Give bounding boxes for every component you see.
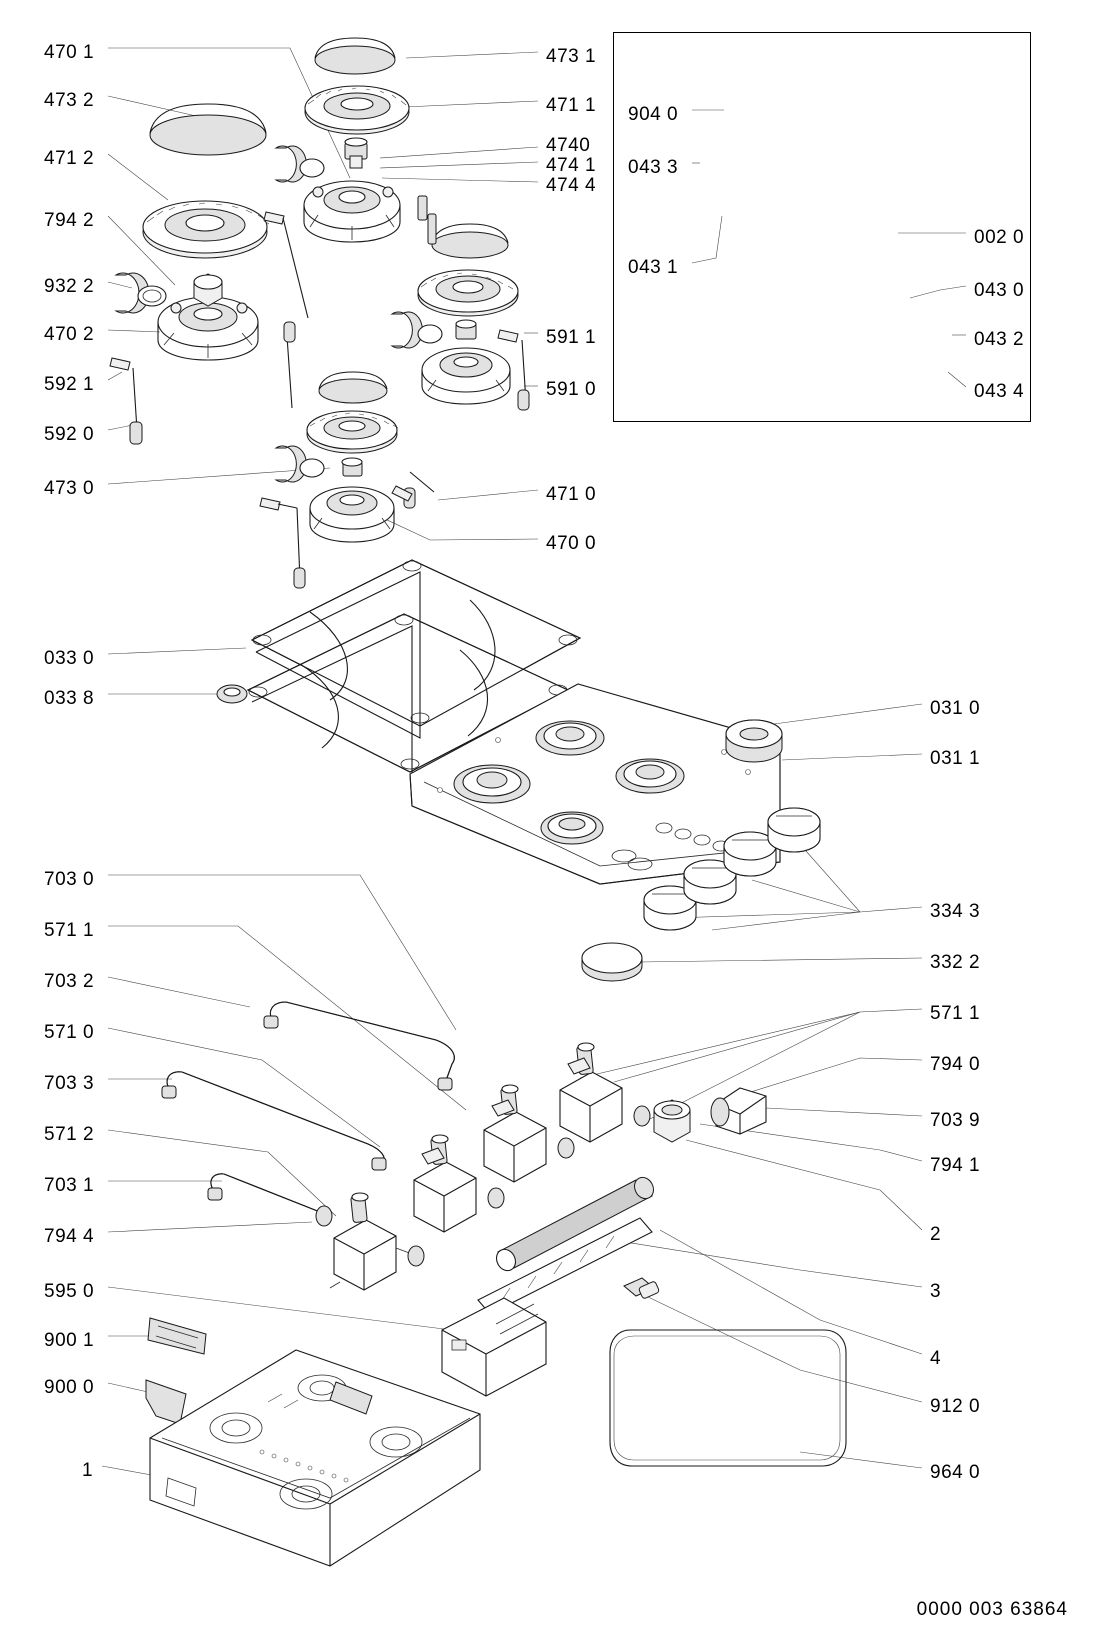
part-label-043-3: 043 3 xyxy=(628,157,679,178)
part-label-912-0: 912 0 xyxy=(930,1396,981,1417)
injectors-extra xyxy=(418,196,436,244)
part-label-474-4: 474 4 xyxy=(546,175,597,196)
inset-panel-frame xyxy=(613,32,1031,422)
part-label-571-1-right: 571 1 xyxy=(930,1003,981,1024)
electrode-5920 xyxy=(110,358,142,444)
part-label-794-4: 794 4 xyxy=(44,1226,95,1247)
drawing-number: 0000 003 63864 xyxy=(916,1599,1068,1620)
support-rail xyxy=(478,1218,652,1314)
control-module-5950 xyxy=(442,1298,546,1396)
cover-3322 xyxy=(582,943,642,981)
part-label-794-0: 794 0 xyxy=(930,1054,981,1075)
part-label-473-2: 473 2 xyxy=(44,90,95,111)
part-label-900-0: 900 0 xyxy=(44,1377,95,1398)
burner-base-mid xyxy=(422,320,510,404)
cooktop-panel xyxy=(410,684,780,884)
burner-head-4712 xyxy=(143,201,269,258)
part-label-043-4: 043 4 xyxy=(974,381,1025,402)
part-label-002-0: 002 0 xyxy=(974,227,1025,248)
cap-0310 xyxy=(726,720,782,762)
part-label-031-0: 031 0 xyxy=(930,698,981,719)
burner-head-4711 xyxy=(305,86,409,134)
pan-support-grid xyxy=(248,560,580,784)
burner-base-4702 xyxy=(158,297,258,360)
part-label-473-0: 473 0 xyxy=(44,478,95,499)
part-label-571-0: 571 0 xyxy=(44,1022,95,1043)
burner-cap-mid xyxy=(432,224,508,258)
part-label-571-1-left: 571 1 xyxy=(44,920,95,941)
part-label-332-2: 332 2 xyxy=(930,952,981,973)
knobs-3343 xyxy=(644,808,820,930)
part-label-2: 2 xyxy=(930,1224,942,1245)
part-label-3: 3 xyxy=(930,1281,942,1302)
part-label-703-9: 703 9 xyxy=(930,1110,981,1131)
part-label-591-0: 591 0 xyxy=(546,379,597,400)
nut-7941 xyxy=(654,1100,690,1142)
part-label-900-1: 900 1 xyxy=(44,1330,95,1351)
burner-base-4701 xyxy=(304,181,400,242)
grommet-0338 xyxy=(217,685,247,703)
part-label-471-2: 471 2 xyxy=(44,148,95,169)
base-pan xyxy=(150,1350,480,1566)
part-label-470-1: 470 1 xyxy=(44,42,95,63)
electrode-5921 xyxy=(264,212,308,408)
part-label-033-0: 033 0 xyxy=(44,648,95,669)
small-clips xyxy=(276,146,442,482)
part-label-571-2: 571 2 xyxy=(44,1124,95,1145)
part-label-703-2: 703 2 xyxy=(44,971,95,992)
part-label-4: 4 xyxy=(930,1348,942,1369)
part-label-592-0: 592 0 xyxy=(44,424,95,445)
part-label-043-1: 043 1 xyxy=(628,257,679,278)
part-label-703-3: 703 3 xyxy=(44,1073,95,1094)
part-label-932-2: 932 2 xyxy=(44,276,95,297)
manifold-pipe xyxy=(493,1174,657,1274)
burner-head-mid xyxy=(418,270,518,316)
part-label-470-0: 470 0 xyxy=(546,533,597,554)
gasket-9322 xyxy=(116,273,166,313)
elbow-7039 xyxy=(711,1088,766,1134)
part-label-703-0: 703 0 xyxy=(44,869,95,890)
part-label-471-1: 471 1 xyxy=(546,95,597,116)
part-label-031-1: 031 1 xyxy=(930,748,981,769)
part-label-964-0: 964 0 xyxy=(930,1462,981,1483)
burner-cap-4732 xyxy=(150,104,266,155)
part-label-703-1: 703 1 xyxy=(44,1175,95,1196)
part-label-473-1: 473 1 xyxy=(546,46,597,67)
electrode-5911 xyxy=(498,330,529,410)
part-label-334-3: 334 3 xyxy=(930,901,981,922)
part-label-1: 1 xyxy=(82,1460,94,1481)
burner-cap-4731 xyxy=(315,38,395,74)
part-label-043-0: 043 0 xyxy=(974,280,1025,301)
nut-7942 xyxy=(194,274,222,306)
part-label-794-1: 794 1 xyxy=(930,1155,981,1176)
gas-pipes xyxy=(162,1002,454,1226)
part-label-595-0: 595 0 xyxy=(44,1281,95,1302)
burner-cap-4730 xyxy=(319,372,387,403)
part-label-592-1: 592 1 xyxy=(44,374,95,395)
injector-474 xyxy=(345,138,367,168)
brackets-900 xyxy=(146,1318,206,1424)
electrode-center xyxy=(260,472,434,588)
burner-head-4710 xyxy=(307,411,398,453)
part-label-470-2: 470 2 xyxy=(44,324,95,345)
part-label-033-8: 033 8 xyxy=(44,688,95,709)
gasket-9640 xyxy=(610,1330,846,1466)
part-label-591-1: 591 1 xyxy=(546,327,597,348)
part-label-471-0: 471 0 xyxy=(546,484,597,505)
part-label-794-2: 794 2 xyxy=(44,210,95,231)
part-label-4740: 4740 xyxy=(546,135,591,156)
part-label-904-0: 904 0 xyxy=(628,104,679,125)
burner-base-4700 xyxy=(310,458,394,542)
part-label-043-2: 043 2 xyxy=(974,329,1025,350)
part-label-474-1: 474 1 xyxy=(546,155,597,176)
gas-valves xyxy=(330,1043,650,1290)
fitting-9120 xyxy=(624,1278,660,1299)
